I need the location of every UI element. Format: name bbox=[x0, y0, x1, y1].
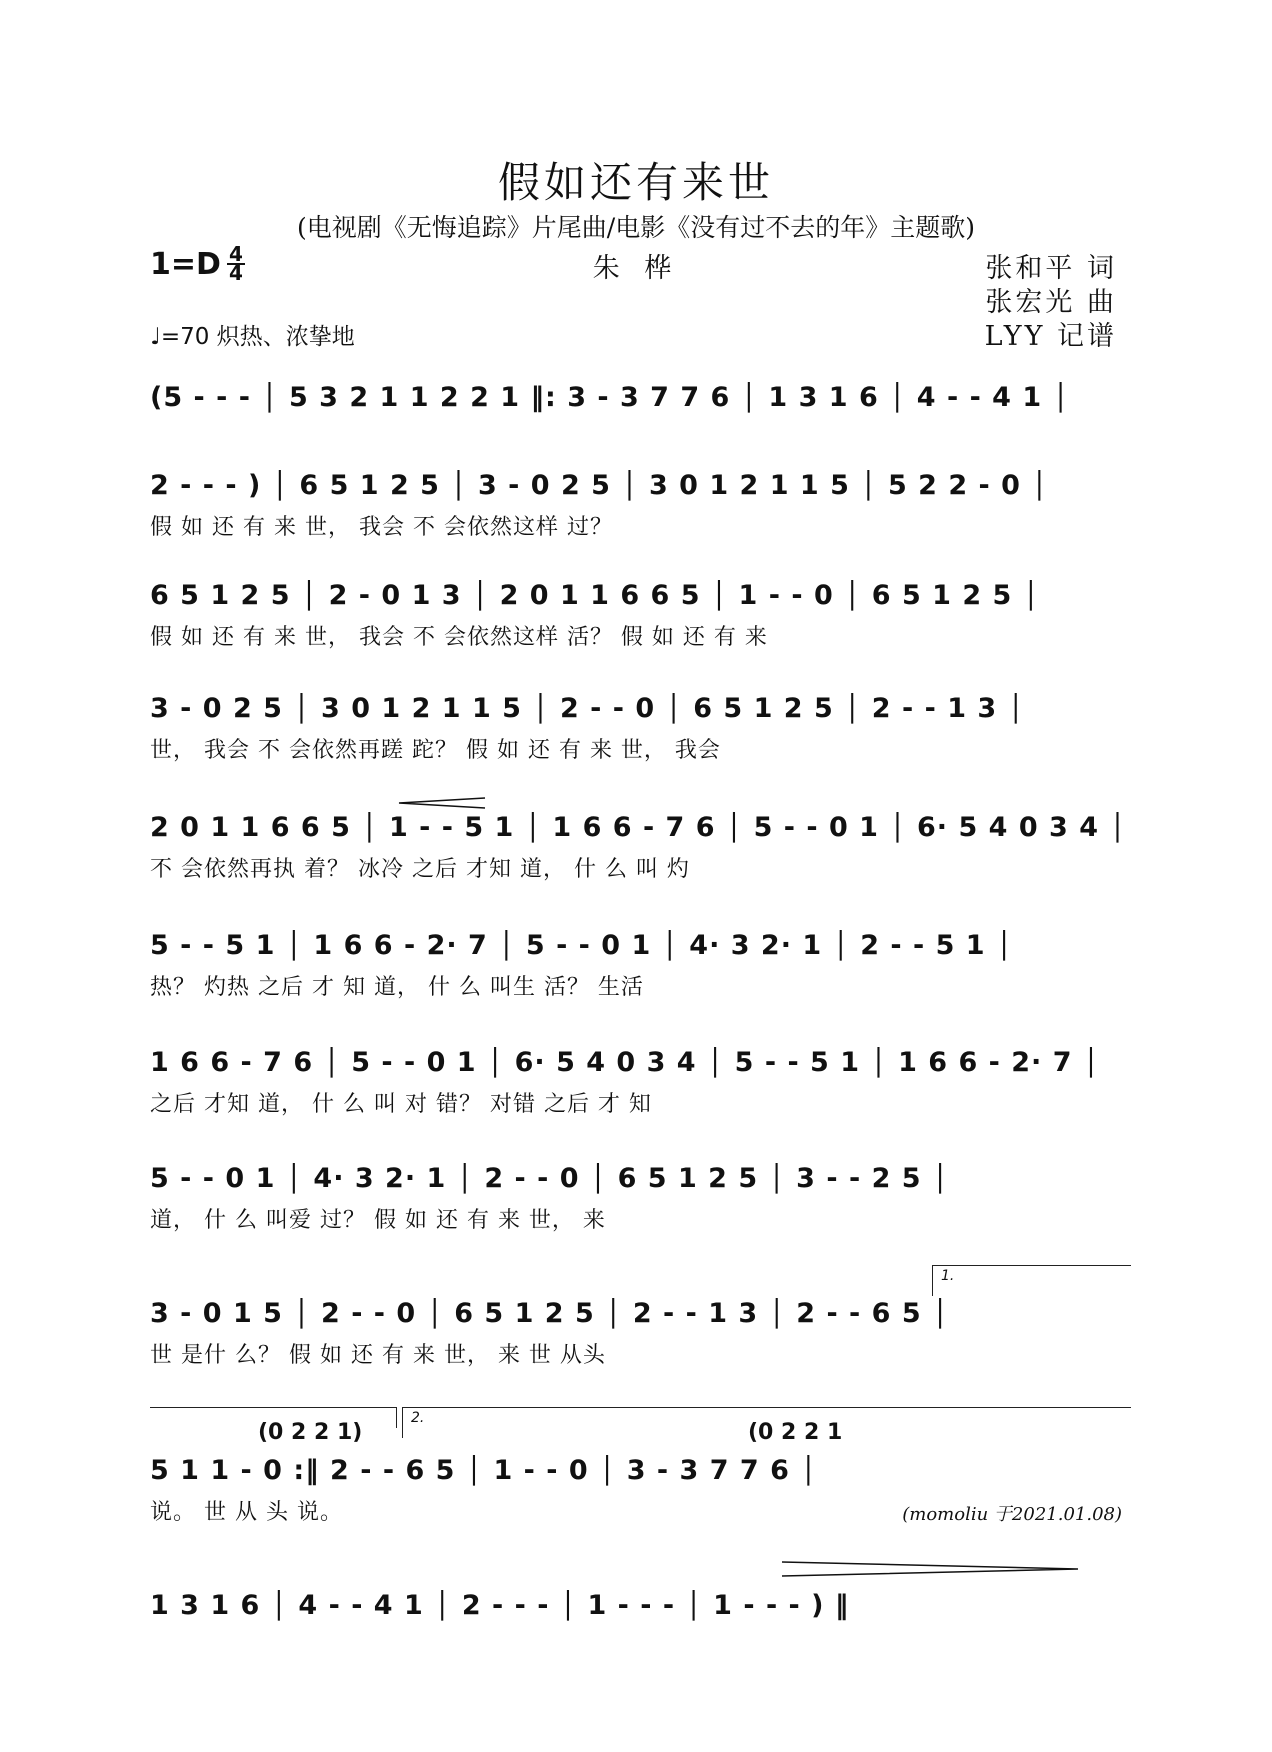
lyrics-row: 世， 我会 不 会依然再蹉 跎？ 假 如 还 有 来 世， 我会 bbox=[150, 738, 721, 763]
lyrics-row: 不 会依然再执 着？ 冰冷 之后 才知 道， 什 么 叫 灼 bbox=[150, 857, 690, 882]
ending-fill-notes: (0 2 2 1 bbox=[748, 1420, 843, 1445]
first-ending-label: 1. bbox=[941, 1268, 955, 1284]
transcriber-credit: LYY 记谱 bbox=[984, 321, 1117, 352]
singer: 朱 桦 bbox=[592, 253, 680, 284]
notes-row: 2 - - - ) │ 6 5 1 2 5 │ 3 - 0 2 5 │ 3 0 1 2 1 1 5 │ 5 2 2 - 0 │ bbox=[150, 470, 1049, 501]
lyrics-row: 世 是什 么？ 假 如 还 有 来 世， 来 世 从头 bbox=[150, 1343, 606, 1368]
notes-row: 5 1 1 - 0 :‖ 2 - - 6 5 │ 1 - - 0 │ 3 - 3 7 7 6 │ bbox=[150, 1455, 818, 1486]
lyrics-row: 假 如 还 有 来 世， 我会 不 会依然这样 过？ bbox=[150, 515, 613, 540]
key-label: 1=D bbox=[150, 246, 221, 282]
crescendo-hairpin bbox=[397, 796, 487, 810]
song-title: 假如还有来世 bbox=[497, 158, 774, 207]
time-top: 4 bbox=[228, 242, 243, 266]
lyrics-row: 假 如 还 有 来 世， 我会 不 会依然这样 活？ 假 如 还 有 来 bbox=[150, 625, 768, 650]
first-ending-bracket bbox=[932, 1265, 1131, 1296]
notes-row: 1 6 6 - 7 6 │ 5 - - 0 1 │ 6· 5 4 0 3 4 │ 5 - - 5 1 │ 1 6 6 - 2· 7 │ bbox=[150, 1047, 1101, 1078]
notes-row: 5 - - 5 1 │ 1 6 6 - 2· 7 │ 5 - - 0 1 │ 4· 3 2· 1 │ 2 - - 5 1 │ bbox=[150, 930, 1014, 961]
tempo-marking: ♩=70 炽热、浓挚地 bbox=[150, 324, 355, 350]
notes-row: 3 - 0 1 5 │ 2 - - 0 │ 6 5 1 2 5 │ 2 - - 1 3 │ 2 - - 6 5 │ bbox=[150, 1298, 950, 1329]
notes-row: 6 5 1 2 5 │ 2 - 0 1 3 │ 2 0 1 1 6 6 5 │ 1 - - 0 │ 6 5 1 2 5 │ bbox=[150, 580, 1040, 611]
notes-row: 5 - - 0 1 │ 4· 3 2· 1 │ 2 - - 0 │ 6 5 1 2 5 │ 3 - - 2 5 │ bbox=[150, 1163, 950, 1194]
time-bottom: 4 bbox=[228, 261, 243, 285]
second-ending-label: 2. bbox=[411, 1410, 425, 1426]
decrescendo-hairpin bbox=[780, 1558, 1080, 1580]
notes-row: (5 - - - │ 5 3 2 1 1 2 2 1 ‖: 3 - 3 7 7 6 │ 1 3 1 6 │ 4 - - 4 1 │ bbox=[150, 382, 1070, 413]
notes-row: 2 0 1 1 6 6 5 │ 1 - - 5 1 │ 1 6 6 - 7 6 │ 5 - - 0 1 │ 6· 5 4 0 3 4 │ bbox=[150, 812, 1127, 843]
repeat-fill-notes: (0 2 2 1) bbox=[258, 1420, 363, 1445]
composer-credit: 张宏光 曲 bbox=[985, 287, 1117, 318]
lyrics-row: 道， 什 么 叫爱 过？ 假 如 还 有 来 世， 来 bbox=[150, 1208, 606, 1233]
song-subtitle: (电视剧《无悔追踪》片尾曲/电影《没有过不去的年》主题歌) bbox=[297, 213, 975, 242]
lyrics-row: 说。 世 从 头 说。 bbox=[150, 1500, 343, 1525]
notes-row: 1 3 1 6 │ 4 - - 4 1 │ 2 - - - │ 1 - - - │ 1 - - - ) ‖ bbox=[150, 1590, 850, 1621]
notes-row: 3 - 0 2 5 │ 3 0 1 2 1 1 5 │ 2 - - 0 │ 6 5 1 2 5 │ 2 - - 1 3 │ bbox=[150, 693, 1025, 724]
lyricist-credit: 张和平 词 bbox=[985, 253, 1117, 284]
transcriber-signature: (momoliu 于2021.01.08) bbox=[902, 1504, 1122, 1525]
lyrics-row: 热？ 灼热 之后 才 知 道， 什 么 叫生 活？ 生活 bbox=[150, 975, 644, 1000]
lyrics-row: 之后 才知 道， 什 么 叫 对 错？ 对错 之后 才 知 bbox=[150, 1092, 652, 1117]
